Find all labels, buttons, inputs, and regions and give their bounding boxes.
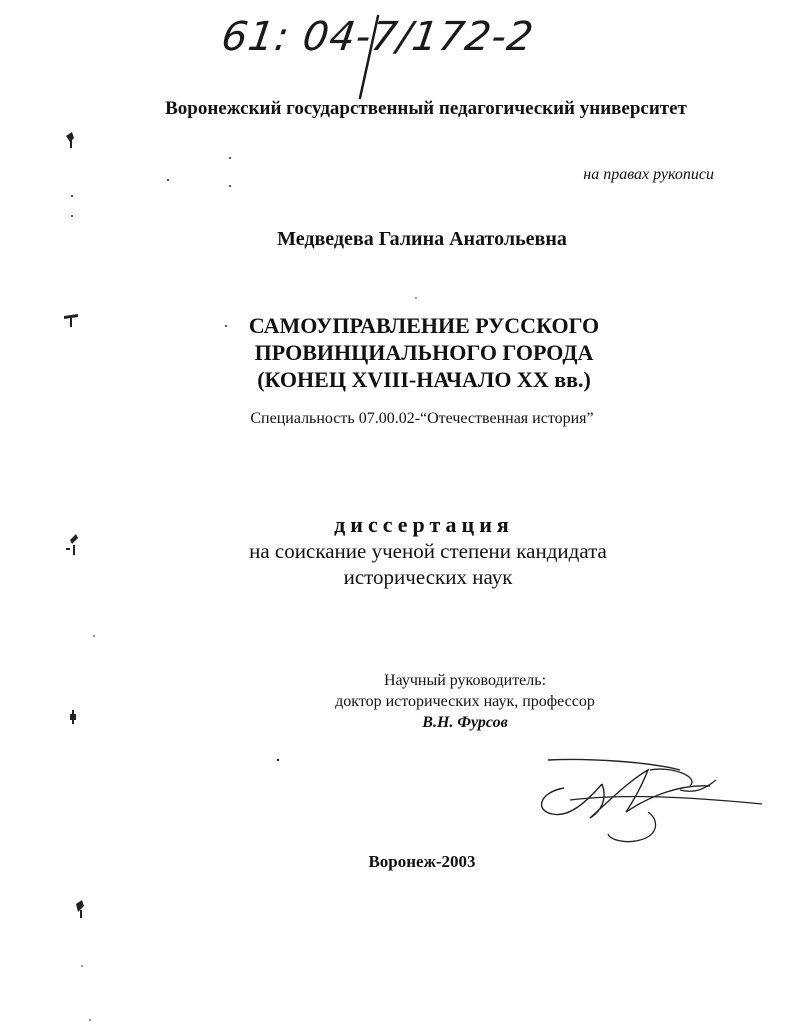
- city-year: Воронеж-2003: [368, 852, 476, 871]
- handwritten-slash-mark: [330, 12, 390, 104]
- advisor-degree: доктор исторических наук, профессор: [335, 693, 595, 710]
- degree-line: на соискание ученой степени кандидата: [249, 539, 607, 563]
- advisor-block: [300, 670, 630, 733]
- specialty-line: Специальность 07.00.02-“Отечественная история”: [250, 410, 594, 427]
- title-line: ПРОВИНЦИАЛЬНОГО ГОРОДА: [254, 340, 594, 365]
- dissertation-label: диссертация: [334, 512, 514, 537]
- dissertation-degree: [30, 538, 796, 590]
- author-name: Медведева Галина Анатольевна: [277, 228, 567, 250]
- degree-line: исторических наук: [343, 565, 513, 589]
- advisor-heading: Научный руководитель:: [383, 672, 547, 689]
- university-name: Воронежский государственный педагогический университет: [165, 98, 687, 119]
- title-line: САМОУПРАВЛЕНИЕ РУССКОГО: [248, 313, 600, 338]
- dissertation-title: [26, 312, 796, 393]
- title-line: (КОНЕЦ XVIII-НАЧАЛО XX вв.): [257, 367, 591, 392]
- handwritten-catalog-number: 61: 04-7/172-2: [218, 14, 537, 60]
- rights-note: на правах рукописи: [583, 166, 714, 183]
- handwritten-signature: [530, 740, 770, 850]
- advisor-name: В.Н. Фурсов: [422, 714, 508, 731]
